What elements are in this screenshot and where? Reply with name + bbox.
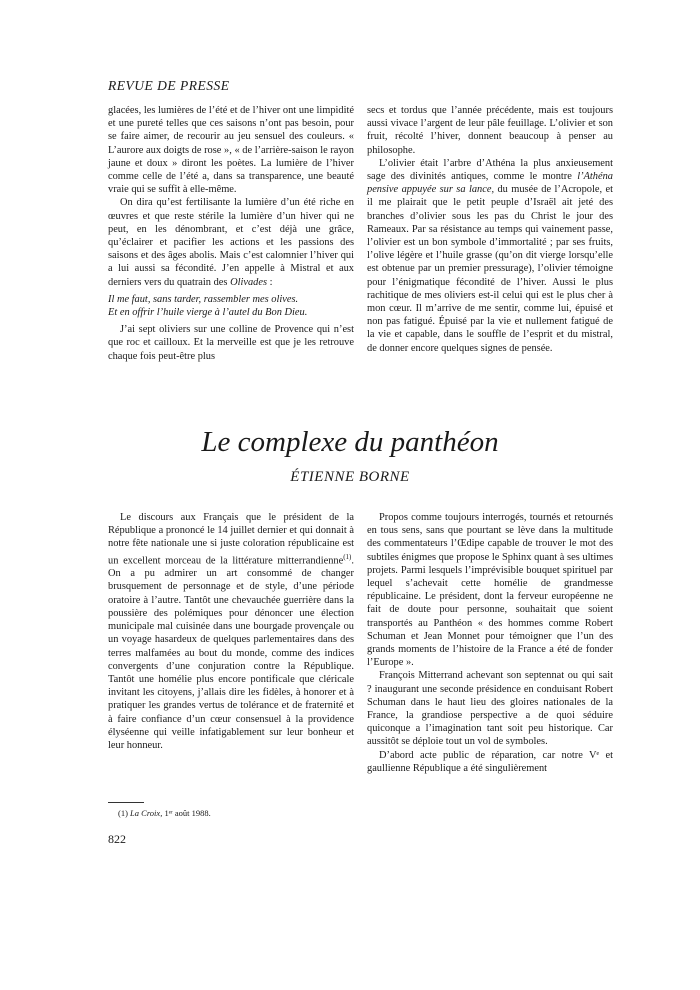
- paragraph: Le discours aux Français que le président de la République a prononcé le 14 juillet dernier et qui donnait à notre fête nationale une si juste coloration républicaine est un excellent morceau de la littérature mitterrandienne$^{(1)}$. On a pu admirer un art consommé de changer brusquement de personnage et de style, d’une période oratoire à l’autre. Tantôt une chevauchée guerrière dans la poussière des polémiques pour dénoncer une élection municipale mal cuisinée dans une bourgade provençale ou un voyage hasardeux de quelques parlementaires dans des terres malfamées au bout du monde, comme des indices convergents d’une conjuration contre la République. Tantôt une homélie plus encore pontificale que cléricale invitant les citoyens, j’allais dire les fidèles, à honorer et à pratiquer les grandes vertus de tolérance et de fraternité et à faire confiance d’un cœur consensuel à la providence élyséenne qui veille infatigablement sur leur bonheur et leur honneur.: [108, 512, 354, 751]
- poem-quote: [108, 293, 354, 319]
- page-number: 822: [108, 832, 126, 846]
- paragraph: Propos comme toujours interrogés, tournés et retournés en tous sens, sans que pourtant se lève dans la multitude des commentateurs l’Œdipe capable de trouver le mot des subtiles énigmes que propose le Sphinx quant à ses ultimes projets. Parmi lesquels l’imprévisible bouquet spirituel par lequel s’achevait cette homélie de grandmesse républicaine. Le président, dont la ferveur européenne ne fait de doute pour personne, souhaitait que soient transportés au Panthéon « des hommes comme Robert Schuman et Jean Monnet pour témoigner que l’un des grands moments de l’histoire de la France a été de fonder l’Europe ».: [367, 512, 613, 669]
- article-title: Le complexe du panthéon: [201, 426, 499, 458]
- footnote-divider: [108, 802, 144, 803]
- paragraph: D’abord acte public de réparation, car notre Vᵉ et gaullienne République a été singulièrement: [367, 749, 613, 774]
- paragraph: François Mitterrand achevant son septennat ou qui sait ? inaugurant une seconde présidence en conduisant Robert Schuman dans le haut lieu des gloires nationales de la France, la grandiose perspective a de quoi séduire quiconque a l’imagination tant soit peu historique. Car aussitôt se déploie tout un vol de symboles.: [367, 670, 613, 748]
- running-header: REVUE DE PRESSE: [108, 78, 230, 93]
- paragraph: J’ai sept oliviers sur une colline de Provence qui n’est que roc et cailloux. Et la merveille est que je les retrouve chaque fois peut-être plus: [108, 324, 354, 362]
- artwork-title: l’Athéna pensive appuyée sur sa lance,: [367, 171, 613, 196]
- bottom-left-column: [108, 511, 354, 752]
- top-right-column: [367, 104, 613, 355]
- bottom-right-column: [367, 511, 613, 775]
- footnote: (1) La Croix, 1ᵉʳ août 1988.: [118, 808, 211, 818]
- paragraph: L’olivier était l’arbre d’Athéna la plus anxieusement sage des divinités antiques, comme le montre l’Athéna pensive appuyée sur sa lance, du musée de l’Acropole, et il me plairait que le petit peuple d’Israël ait jeté des branches d’olivier sous les pas du Christ le jour des Rameaux. Par sa résistance au temps qui vainement passe, l’olivier est un bon symbole d’immortalité ; par ses fruits, l’olive légère et l’huile grasse (qu’on dit vierge lorsqu’elle est obtenue par un premier pressurage), l’olivier témoigne pour l’énigmatique fécondité de l’hiver. Aussi le plus rachitique de mes oliviers est-il celui qui est le plus cher à mon cœur. Il m’arrive de me sentir, comme lui, épuisé et non pas fatigué. Épuisé par la vie et nullement fatigué de la vie et capable, dans le souffle de l’esprit et du mistral, de donner encore quelques signes de pensée.: [367, 157, 613, 354]
- book-title: Olivades: [230, 276, 267, 288]
- top-left-column: [108, 104, 354, 363]
- paragraph: glacées, les lumières de l’été et de l’hiver ont une limpidité et une pureté telles que ces saisons n’ont pas besoin, pour se faire aimer, de recourir au jeu sensuel des couleurs. « L’aurore aux doigts de rose », « de l’arrière-saison le rayon jaune et doux » diront les poètes. La lumière de l’hiver comme celle de l’été a, dans sa transparence, une beauté vraie qui se suffit à elle-même.: [108, 105, 354, 196]
- poem-line: Et en offrir l’huile vierge à l’autel du Bon Dieu.: [108, 307, 308, 319]
- article-author: ÉTIENNE BORNE: [290, 469, 410, 485]
- paragraph: On dira qu’est fertilisante la lumière d’un été riche en œuvres et que reste stérile la lumière d’un hiver qui ne peut, en les dénombrant, et c’est déjà une grâce, qu’éclairer et pacifier les actions et les passions des saisons et des âges abolis. Mais c’est calomnier l’hiver qui a lui aussi sa fécondité. J’en appelle à Mistral et aux derniers vers du quatrain des Olivades :: [108, 197, 354, 288]
- poem-line: Il me faut, sans tarder, rassembler mes olives.: [108, 293, 299, 305]
- footnote-ref: (1): [343, 552, 352, 561]
- paragraph: secs et tordus que l’année précédente, mais est toujours aussi vivace l’argent de leur pâle feuillage. L’olivier et son fruit, récolté l’hiver, donnent beaucoup à penser au philosophe.: [367, 105, 613, 156]
